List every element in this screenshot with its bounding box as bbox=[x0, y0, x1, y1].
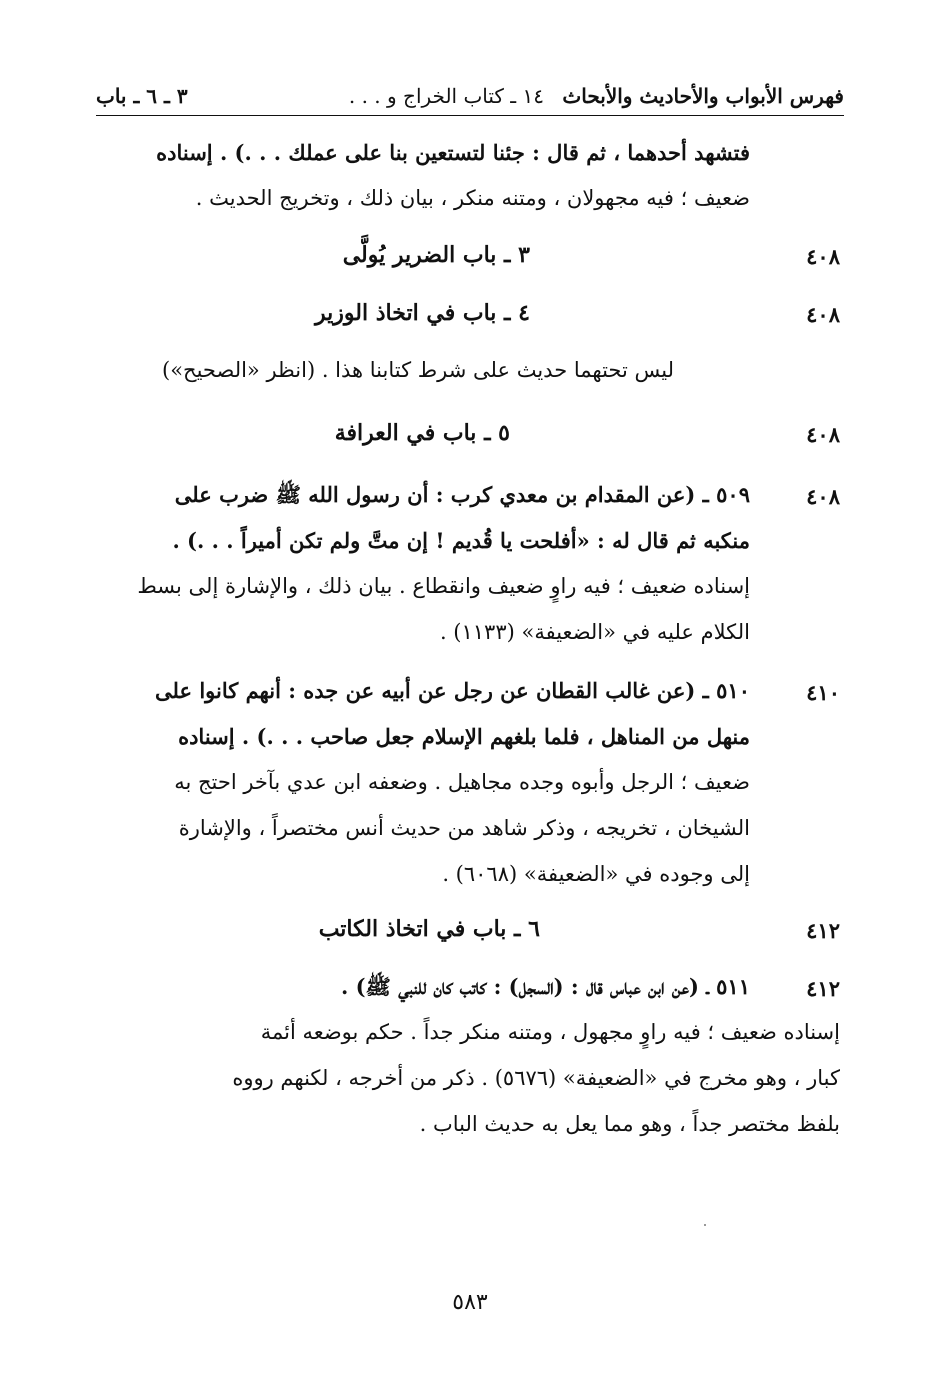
section-4-ref: ٤٠٨ bbox=[806, 302, 840, 327]
section-6-title: ٦ ـ باب في اتخاذ الكاتب bbox=[318, 916, 540, 942]
intro-line-2: ضعيف ؛ فيه مجهولان ، ومتنه منكر ، بيان ذلك ، وتخريج الحديث . bbox=[195, 186, 750, 210]
section-4-note: ليس تحتهما حديث على شرط كتابنا هذا . (انظر «الصحيح») bbox=[162, 358, 674, 382]
running-head-chapter: ١٤ ـ كتاب الخراج و . . . bbox=[348, 84, 544, 108]
section-5-ref: ٤٠٨ bbox=[806, 422, 840, 447]
running-head-title: فهرس الأبواب والأحاديث والأبحاث bbox=[562, 84, 844, 108]
hadith-509-line-2: منكبه ثم قال له : «أفلحت يا قُديم ! إن متَّ ولم تكن أميراً . . .) . bbox=[172, 528, 750, 553]
section-6-ref: ٤١٢ bbox=[806, 918, 840, 943]
hadith-509-line-1: ٥٠٩ ـ (عن المقدام بن معدي كرب : أن رسول الله ﷺ ضرب على bbox=[174, 482, 750, 507]
hadith-509-line-3: إسناده ضعيف ؛ فيه راوٍ ضعيف وانقطاع . بيان ذلك ، والإشارة إلى بسط bbox=[137, 574, 750, 598]
hadith-511-line-2: إسناده ضعيف ؛ فيه راوٍ مجهول ، ومتنه منكر جداً . حكم بوضعه أئمة bbox=[260, 1020, 840, 1044]
section-4-title: ٤ ـ باب في اتخاذ الوزير bbox=[315, 300, 530, 326]
hadith-509-line-4: الكلام عليه في «الضعيفة» (١١٣٣) . bbox=[439, 620, 750, 644]
hadith-510-line-3: ضعيف ؛ الرجل وأبوه وجده مجاهيل . وضعفه ابن عدي بآخر احتج به bbox=[174, 770, 750, 794]
section-3-ref: ٤٠٨ bbox=[806, 244, 840, 269]
print-speck bbox=[704, 1224, 706, 1226]
hadith-510-line-4: الشيخان ، تخريجه ، وذكر شاهد من حديث أنس مختصراً ، والإشارة bbox=[178, 816, 750, 840]
hadith-509-ref: ٤٠٨ bbox=[806, 484, 840, 509]
section-3-title: ٣ ـ باب الضرير يُولَّى bbox=[342, 242, 530, 268]
hadith-511-line-1: ٥١١ ـ (عن ابن عباس قال : (السجل) : كاتب كان للنبي ﷺ) . bbox=[341, 974, 750, 999]
hadith-510-ref: ٤١٠ bbox=[806, 680, 840, 705]
hadith-510-line-2: منهل من المناهل ، فلما بلغهم الإسلام جعل صاحب . . .) . إسناده bbox=[178, 724, 750, 749]
hadith-510-line-5: إلى وجوده في «الضعيفة» (٦٠٦٨) . bbox=[442, 862, 750, 886]
hadith-511-ref: ٤١٢ bbox=[806, 976, 840, 1001]
intro-line-1: فتشهد أحدهما ، ثم قال : جئنا لتستعين بنا على عملك . . .) . إسناده bbox=[156, 140, 750, 165]
running-head bbox=[96, 78, 844, 114]
page-number: ٥٨٣ bbox=[452, 1290, 488, 1315]
header-rule bbox=[96, 115, 844, 116]
hadith-511-line-3: كبار ، وهو مخرج في «الضعيفة» (٥٦٧٦) . ذكر من أخرجه ، لكنهم رووه bbox=[232, 1066, 840, 1090]
running-head-section: ٣ ـ ٦ ـ باب bbox=[96, 84, 188, 108]
hadith-510-line-1: ٥١٠ ـ (عن غالب القطان عن رجل عن أبيه عن جده : أنهم كانوا على bbox=[155, 678, 750, 703]
section-5-title: ٥ ـ باب في العرافة bbox=[334, 420, 510, 446]
hadith-511-line-4: بلفظ مختصر جداً ، وهو مما يعل به حديث الباب . bbox=[419, 1112, 840, 1136]
